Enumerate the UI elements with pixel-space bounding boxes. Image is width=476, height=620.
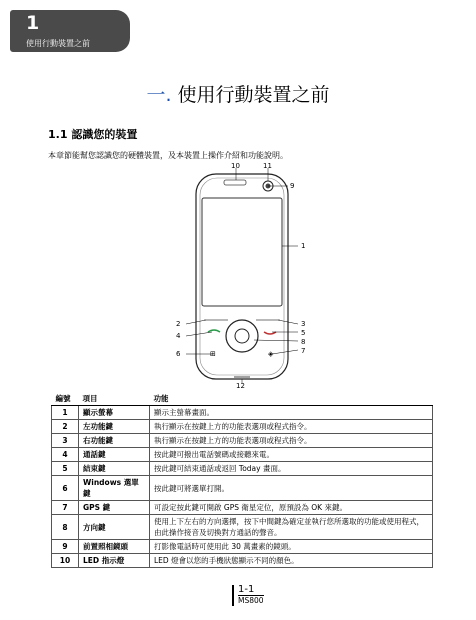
row-description: 打影像電話時可使用此 30 萬畫素的鏡頭。 bbox=[150, 540, 433, 554]
table-row bbox=[52, 515, 433, 540]
table-row bbox=[52, 540, 433, 554]
header-number: 編號 bbox=[52, 392, 79, 406]
row-description: 按此鍵可撥出電話號碼或接聽來電。 bbox=[150, 448, 433, 462]
row-description: 執行顯示在按鍵上方的功能表選項或程式指令。 bbox=[150, 434, 433, 448]
row-description: 按此鍵可將選單打開。 bbox=[150, 476, 433, 501]
header-function: 功能 bbox=[150, 392, 433, 406]
row-number: 3 bbox=[52, 434, 79, 448]
figure-label-9: 9 bbox=[290, 182, 295, 190]
row-description: 使用上下左右的方向選擇，按下中間鍵為確定並執行您所選取的功能或使用程式，由此操作接音及切換對方通話的聲音。 bbox=[150, 515, 433, 540]
chapter-number: 1 bbox=[26, 12, 40, 34]
figure-label-10: 10 bbox=[231, 162, 240, 170]
figure-label-4: 4 bbox=[176, 332, 181, 340]
row-number: 2 bbox=[52, 420, 79, 434]
row-item: LED 指示燈 bbox=[79, 554, 150, 568]
row-description: 顯示主螢幕畫面。 bbox=[150, 406, 433, 420]
table-row bbox=[52, 420, 433, 434]
key-function-table bbox=[51, 392, 433, 568]
figure-label-12: 12 bbox=[236, 382, 245, 390]
chapter-title bbox=[0, 80, 476, 107]
chapter-badge bbox=[10, 10, 130, 52]
row-number: 4 bbox=[52, 448, 79, 462]
table-row bbox=[52, 501, 433, 515]
row-number: 6 bbox=[52, 476, 79, 501]
row-number: 10 bbox=[52, 554, 79, 568]
svg-text:◈: ◈ bbox=[268, 350, 274, 358]
figure-label-6: 6 bbox=[176, 350, 181, 358]
figure-label-11: 11 bbox=[263, 162, 272, 170]
page-footer bbox=[232, 585, 264, 606]
row-item: 左功能鍵 bbox=[79, 420, 150, 434]
table-header-row bbox=[52, 392, 433, 406]
row-item: 右功能鍵 bbox=[79, 434, 150, 448]
table-row bbox=[52, 448, 433, 462]
page-number: 1-1 bbox=[238, 584, 255, 595]
figure-label-3: 3 bbox=[301, 320, 306, 328]
figure-label-5: 5 bbox=[301, 329, 306, 337]
row-item: 方向鍵 bbox=[79, 515, 150, 540]
row-description: LED 燈會以您的手機狀態顯示不同的顏色。 bbox=[150, 554, 433, 568]
table-row bbox=[52, 434, 433, 448]
row-item: 前置照相鏡頭 bbox=[79, 540, 150, 554]
chapter-subtitle: 使用行動裝置之前 bbox=[26, 39, 90, 48]
figure-label-2: 2 bbox=[176, 320, 181, 328]
row-item: 結束鍵 bbox=[79, 462, 150, 476]
section-intro: 本章節能幫您認識您的硬體裝置，及本裝置上操作介紹和功能說明。 bbox=[48, 151, 288, 160]
figure-label-7: 7 bbox=[301, 347, 306, 355]
figure-label-1: 1 bbox=[301, 242, 306, 250]
chapter-title-number: 一. bbox=[146, 84, 172, 106]
chapter-title-text: 使用行動裝置之前 bbox=[177, 84, 330, 106]
row-number: 5 bbox=[52, 462, 79, 476]
table-row bbox=[52, 462, 433, 476]
row-description: 可設定按此鍵可開啟 GPS 衛星定位，原預設為 OK 來鍵。 bbox=[150, 501, 433, 515]
section-title: 1.1 認識您的裝置 bbox=[48, 128, 138, 141]
row-number: 8 bbox=[52, 515, 79, 540]
header-item: 項目 bbox=[79, 392, 150, 406]
svg-text:⊞: ⊞ bbox=[210, 350, 216, 358]
table-row bbox=[52, 406, 433, 420]
phone-illustration bbox=[168, 164, 316, 389]
model-name: MS800 bbox=[238, 596, 264, 605]
row-item: 顯示螢幕 bbox=[79, 406, 150, 420]
table-row bbox=[52, 476, 433, 501]
row-number: 7 bbox=[52, 501, 79, 515]
row-item: Windows 選單鍵 bbox=[79, 476, 150, 501]
row-item: GPS 鍵 bbox=[79, 501, 150, 515]
row-description: 執行顯示在按鍵上方的功能表選項或程式指令。 bbox=[150, 420, 433, 434]
device-figure bbox=[168, 164, 316, 389]
row-number: 1 bbox=[52, 406, 79, 420]
table-row bbox=[52, 554, 433, 568]
row-item: 通話鍵 bbox=[79, 448, 150, 462]
row-description: 按此鍵可結束通話或返回 Today 畫面。 bbox=[150, 462, 433, 476]
row-number: 9 bbox=[52, 540, 79, 554]
figure-label-8: 8 bbox=[301, 338, 306, 346]
